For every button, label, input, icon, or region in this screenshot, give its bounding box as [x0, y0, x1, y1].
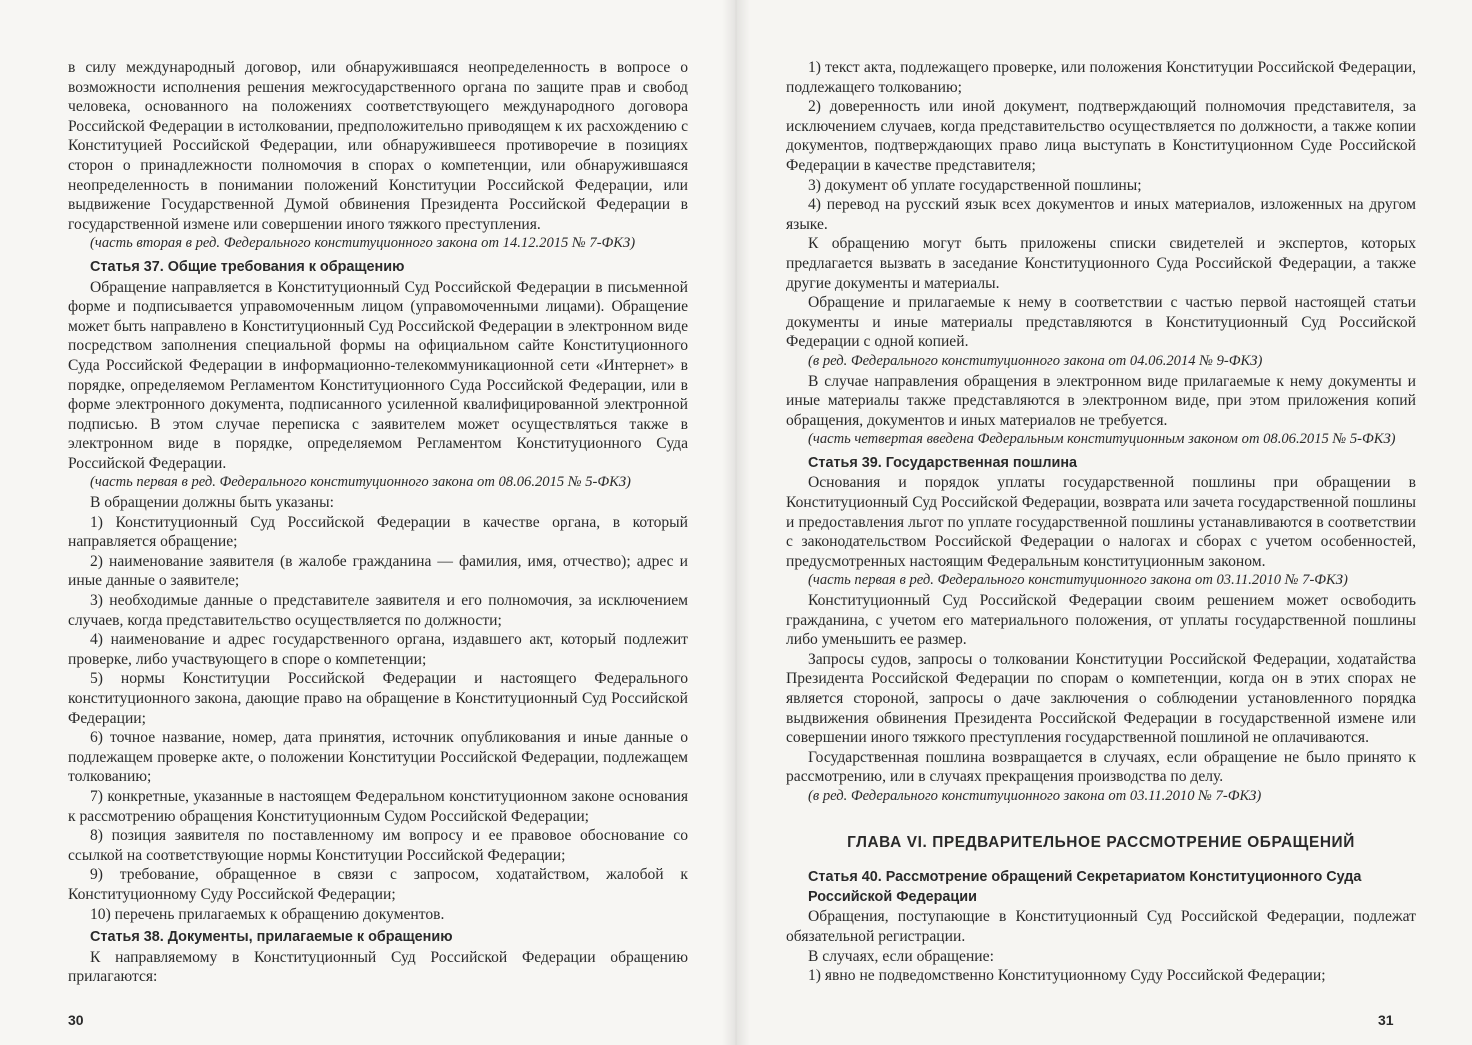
article-heading: Статья 39. Государственная пошлина: [808, 454, 1078, 471]
paragraph: К обращению могут быть приложены списки свидетелей и экспертов, которых предлагается вызвать в заседание Конституционного Суда Российской Федерации, а также другие документы и материалы.: [786, 235, 1416, 292]
amendment-note: (часть четвертая введена Федеральным конституционным законом от 08.06.2015 № 5-ФКЗ): [808, 431, 1396, 448]
list-item: 1) явно не подведомственно Конституционному Суду Российской Федерации;: [808, 967, 1326, 985]
list-item: 4) наименование и адрес государственного органа, издавшего акт, который подлежит проверке, либо участвующего в споре о компетенции;: [68, 631, 688, 668]
book-gutter-shadow: [722, 0, 750, 1045]
list-item: 1) текст акта, подлежащего проверке, или положения Конституции Российской Федерации, подлежащего толкованию;: [786, 59, 1416, 96]
list-item: 4) перевод на русский язык всех документов и иных материалов, изложенных на другом языке.: [786, 196, 1416, 233]
right-page-text: [786, 58, 1416, 986]
list-item: 3) необходимые данные о представителе заявителя и его полномочия, за исключением случаев, когда представительство осуществляется по должности;: [68, 592, 688, 629]
amendment-note: (часть первая в ред. Федерального конституционного закона от 03.11.2010 № 7-ФКЗ): [808, 572, 1348, 589]
amendment-note: (в ред. Федерального конституционного закона от 03.11.2010 № 7-ФКЗ): [808, 787, 1262, 804]
paragraph: В обращении должны быть указаны:: [90, 494, 334, 512]
list-item: 1) Конституционный Суд Российской Федерации в качестве органа, в который направляется обращение;: [68, 513, 688, 551]
list-item: 8) позиция заявителя по поставленному им вопросу и ее правовое обоснование со ссылкой на соответствующие нормы Конституции Российской Федерации;: [68, 827, 688, 864]
paragraph: В случае направления обращения в электронном виде прилагаемые к нему документы и иные материалы также представляются в электронном виде, при этом приложения копий обращения, документов и иных материалов не требуется.: [786, 372, 1416, 429]
paragraph: Обращение и прилагаемые к нему в соответствии с частью первой настоящей статьи документы и иные материалы представляются в Конституционный Суд Российской Федерации с одной копией.: [786, 294, 1416, 351]
left-page-text: [68, 58, 688, 987]
paragraph: К направляемому в Конституционный Суд Российской Федерации обращению прилагаются:: [68, 948, 688, 986]
article-heading: Статья 37. Общие требования к обращению: [90, 258, 405, 275]
paragraph: Конституционный Суд Российской Федерации своим решением может освободить гражданина, с учетом его материального положения, от уплаты государственной пошлины либо уменьшить ее размер.: [786, 592, 1416, 649]
paragraph: Обращения, поступающие в Конституционный Суд Российской Федерации, подлежат обязательной регистрации.: [786, 908, 1416, 945]
text-block: в силу международный договор, или обнаружившаяся неопределенность в вопросе о возможности исполнения решения межгосударственного органа по защите прав и свобод человека, основанного на положениях соответствующего международного договора Российской Федерации в истолковании, предположительно приводящем к их расхождению с Конституцией Российской Федерации, или обнаружившееся противоречие в позициях сторон о принадлежности полномочия в спорах о компетенции, или обнаружившаяся неопределенность в понимании положений Конституции Российской Федерации, или выдвижение Государственной Думой обвинения Президента Российской Федерации в государственной измене или совершении иного тяжкого преступления.: [68, 59, 688, 233]
amendment-note: (часть первая в ред. Федерального конституционного закона от 08.06.2015 № 5-ФКЗ): [90, 474, 631, 491]
list-item: 9) требование, обращенное в связи с запросом, ходатайством, жалобой к Конституционному Суду Российской Федерации;: [68, 866, 688, 903]
list-item: 2) наименование заявителя (в жалобе гражданина — фамилия, имя, отчество); адрес и иные данные о заявителе;: [68, 552, 688, 590]
paragraph: В случаях, если обращение:: [808, 947, 994, 965]
paragraph: Государственная пошлина возвращается в случаях, если обращение не было принято к рассмотрению, или в случаях прекращения производства по делу.: [786, 748, 1416, 786]
list-item: 6) точное название, номер, дата принятия, источник опубликования и иные данные о подлежащем проверке акте, о положении Конституции Российской Федерации, подлежащем толкованию;: [68, 729, 688, 786]
amendment-note: (в ред. Федерального конституционного закона от 04.06.2014 № 9-ФКЗ): [808, 352, 1263, 369]
page-number: 30: [68, 1012, 84, 1028]
list-item: 3) документ об уплате государственной пошлины;: [808, 176, 1142, 194]
list-item: 10) перечень прилагаемых к обращению документов.: [90, 905, 445, 923]
list-item: 5) нормы Конституции Российской Федерации и настоящего Федерального конституционного закона, дающие право на обращение в Конституционный Суд Российской Федерации;: [68, 670, 688, 727]
paragraph: Запросы судов, запросы о толковании Конституции Российской Федерации, ходатайства Президента Российской Федерации по спорам о компетенции, когда он в этих спорах не является стороной, запросы о даче заключения о соблюдении установленного порядка выдвижения обвинения Президента Российской Федерации в государственной измене или совершении иного тяжкого преступления государственной пошлиной не оплачиваются.: [786, 650, 1416, 747]
list-item: 7) конкретные, указанные в настоящем Федеральном конституционном законе основания к рассмотрению обращения Конституционным Судом Российской Федерации;: [68, 787, 688, 825]
chapter-heading: ГЛАВА VI. ПРЕДВАРИТЕЛЬНОЕ РАССМОТРЕНИЕ ОБРАЩЕНИЙ: [847, 833, 1355, 851]
amendment-note: (часть вторая в ред. Федерального конституционного закона от 14.12.2015 № 7-ФКЗ): [90, 235, 636, 252]
right-page: [736, 0, 1472, 1045]
page-number: 31: [1378, 1012, 1394, 1028]
list-item: 2) доверенность или иной документ, подтверждающий полномочия представителя, за исключением случаев, когда представительство осуществляется по должности, а также копии документов, подтверждающих право лица выступать в Конституционном Суде Российской Федерации в качестве представителя;: [786, 98, 1416, 174]
paragraph: Основания и порядок уплаты государственной пошлины при обращении в Конституционный Суд Российской Федерации, возврата или зачета государственной пошлины и предоставления льгот по уплате государственной пошлины устанавливаются в соответствии с законодательством Российской Федерации о налогах и сборах с учетом особенностей, предусмотренных настоящим Федеральным конституционным законом.: [786, 474, 1416, 570]
paragraph: Обращение направляется в Конституционный Суд Российской Федерации в письменной форме и подписывается управомоченным лицом (управомоченными лицами). Обращение может быть направлено в Конституционный Суд Российской Федерации в электронном виде посредством заполнения специальной формы на официальном сайте Конституционного Суда Российской Федерации в информационно-телекоммуникационной сети «Интернет» в порядке, определяемом Регламентом Конституционного Суда Российской Федерации, или в форме электронного документа, подписанного усиленной квалифицированной электронной подписью. В этом случае переписка с заявителем может осуществляться также в электронном виде в порядке, определяемом Регламентом Конституционного Суда Российской Федерации.: [68, 278, 688, 472]
article-heading: Статья 38. Документы, прилагаемые к обращению: [90, 929, 453, 946]
article-heading: Статья 40. Рассмотрение обращений Секретариатом Конституционного Суда Российской Федерации: [808, 869, 1362, 905]
